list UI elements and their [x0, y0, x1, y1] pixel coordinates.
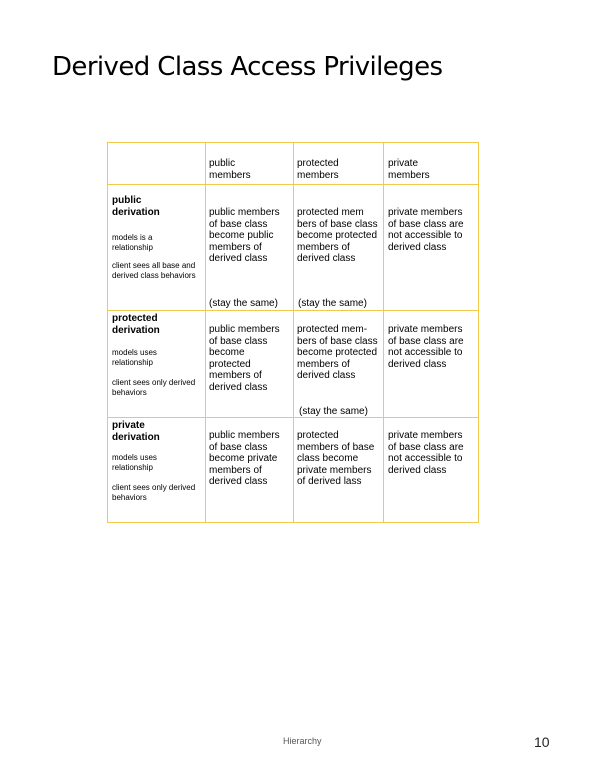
page-number: 10 — [534, 734, 550, 750]
stay-same-label: (stay the same) — [298, 298, 367, 309]
column-divider — [205, 143, 206, 522]
row-divider — [108, 310, 478, 311]
cell-protected-public: public members of base class become protected members of derived class — [209, 324, 280, 393]
cell-public-private: private members of base class are not accessible to derived class — [388, 207, 464, 253]
access-privileges-table — [107, 142, 479, 523]
row-note-client: client sees all base and derived class behaviors — [112, 261, 196, 280]
cell-private-public: public members of base class become private members of derived class — [209, 430, 280, 488]
header-public-members: public members — [209, 158, 251, 181]
row-title-protected-derivation: protected derivation — [112, 313, 160, 336]
cell-private-private: private members of base class are not accessible to derived class — [388, 430, 464, 476]
cell-protected-protected: protected mem- bers of base class become protected members of derived class — [297, 324, 378, 382]
header-protected-members: protected members — [297, 158, 339, 181]
page-footer: Hierarchy — [283, 736, 322, 746]
row-note-relationship: models uses relationship — [112, 348, 157, 367]
row-title-private-derivation: private derivation — [112, 420, 160, 443]
cell-protected-private: private members of base class are not accessible to derived class — [388, 324, 464, 370]
stay-same-label: (stay the same) — [299, 406, 368, 417]
column-divider — [383, 143, 384, 522]
row-divider — [108, 184, 478, 185]
stay-same-label: (stay the same) — [209, 298, 278, 309]
row-note-client: client sees only derived behaviors — [112, 483, 196, 502]
header-private-members: private members — [388, 158, 430, 181]
row-note-relationship: models uses relationship — [112, 453, 157, 472]
page-title: Derived Class Access Privileges — [52, 52, 443, 82]
cell-public-protected: protected mem bers of base class become protected members of derived class — [297, 207, 378, 265]
column-divider — [293, 143, 294, 522]
row-title-public-derivation: public derivation — [112, 195, 160, 218]
row-note-relationship: models is a relationship — [112, 233, 153, 252]
cell-private-protected: protected members of base class become private members of derived lass — [297, 430, 375, 488]
cell-public-public: public members of base class become public members of derived class — [209, 207, 280, 265]
row-note-client: client sees only derived behaviors — [112, 378, 196, 397]
row-divider — [108, 417, 478, 418]
